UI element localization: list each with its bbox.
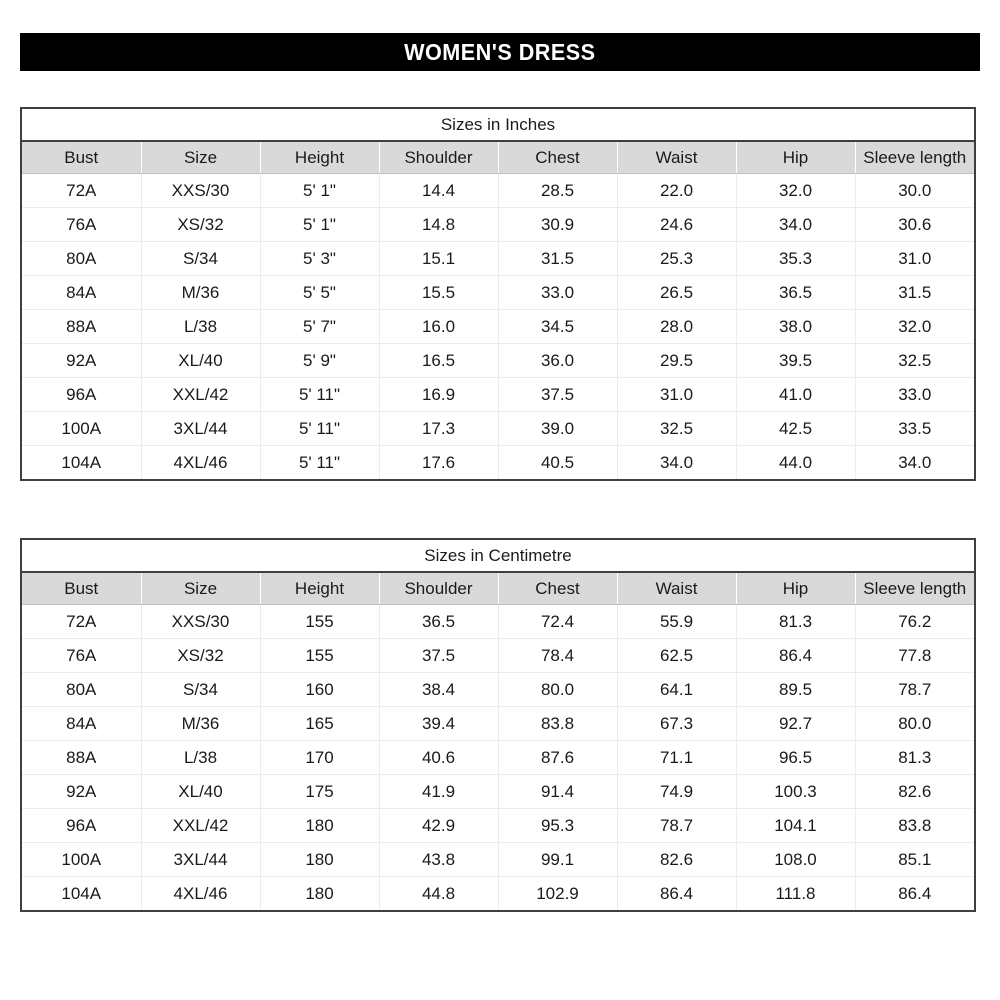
cell: 5' 1" — [260, 174, 379, 208]
cell: 96A — [22, 809, 141, 843]
cell: 88A — [22, 741, 141, 775]
cell: 180 — [260, 877, 379, 911]
cell: 84A — [22, 276, 141, 310]
column-header-waist: Waist — [617, 142, 736, 174]
page-title: WOMEN'S DRESS — [404, 38, 596, 65]
cell: 72A — [22, 605, 141, 639]
cell: M/36 — [141, 707, 260, 741]
cell: 102.9 — [498, 877, 617, 911]
cell: 81.3 — [736, 605, 855, 639]
cell: 77.8 — [855, 639, 974, 673]
cell: 41.0 — [736, 378, 855, 412]
cell: 84A — [22, 707, 141, 741]
column-header-height: Height — [260, 142, 379, 174]
column-header-height: Height — [260, 573, 379, 605]
centimetre-table-title: Sizes in Centimetre — [22, 540, 974, 573]
cell: 83.8 — [498, 707, 617, 741]
cell: 36.5 — [379, 605, 498, 639]
cell: 76A — [22, 639, 141, 673]
cell: 28.5 — [498, 174, 617, 208]
table-row — [22, 877, 974, 911]
cell: 80A — [22, 242, 141, 276]
cell: XL/40 — [141, 775, 260, 809]
cell: 76A — [22, 208, 141, 242]
cell: 104A — [22, 877, 141, 911]
cell: M/36 — [141, 276, 260, 310]
column-header-shoulder: Shoulder — [379, 573, 498, 605]
cell: 34.0 — [736, 208, 855, 242]
inches-header-row — [22, 142, 974, 174]
cell: 33.0 — [498, 276, 617, 310]
inches-table-body — [22, 174, 974, 480]
table-row — [22, 809, 974, 843]
cell: 80.0 — [498, 673, 617, 707]
cell: 100.3 — [736, 775, 855, 809]
cell: 35.3 — [736, 242, 855, 276]
centimetre-table — [20, 538, 976, 912]
centimetre-header-row — [22, 573, 974, 605]
cell: 85.1 — [855, 843, 974, 877]
table-row — [22, 843, 974, 877]
cell: 30.0 — [855, 174, 974, 208]
cell: 15.1 — [379, 242, 498, 276]
column-header-size: Size — [141, 142, 260, 174]
column-header-chest: Chest — [498, 142, 617, 174]
centimetre-size-grid — [22, 573, 974, 910]
column-header-shoulder: Shoulder — [379, 142, 498, 174]
cell: 37.5 — [379, 639, 498, 673]
cell: 43.8 — [379, 843, 498, 877]
inches-table — [20, 107, 976, 481]
cell: 5' 1" — [260, 208, 379, 242]
cell: 155 — [260, 605, 379, 639]
cell: 67.3 — [617, 707, 736, 741]
table-row — [22, 412, 974, 446]
cell: S/34 — [141, 673, 260, 707]
cell: 34.0 — [898, 452, 932, 472]
cell: 82.6 — [617, 843, 736, 877]
cell: 92A — [22, 344, 141, 378]
cell: 36.5 — [736, 276, 855, 310]
cell: 29.5 — [617, 344, 736, 378]
cell: 71.1 — [617, 741, 736, 775]
cell: 5' 11" — [260, 412, 379, 446]
cell: XXS/30 — [141, 174, 260, 208]
cell: 72A — [22, 174, 141, 208]
cell: 78.4 — [498, 639, 617, 673]
cell: 5' 9" — [260, 344, 379, 378]
inches-size-grid — [22, 142, 974, 479]
cell: 80A — [22, 673, 141, 707]
cell: 62.5 — [617, 639, 736, 673]
cell: 4XL/46 — [141, 446, 260, 480]
cell: 30.6 — [855, 208, 974, 242]
cell: 86.4 — [736, 639, 855, 673]
table-row — [22, 344, 974, 378]
cell: 180 — [260, 843, 379, 877]
cell: 30.9 — [498, 208, 617, 242]
cell: 32.5 — [617, 412, 736, 446]
cell: 28.0 — [617, 310, 736, 344]
centimetre-table-body — [22, 605, 974, 911]
cell: 83.8 — [855, 809, 974, 843]
column-header-size: Size — [141, 573, 260, 605]
cell: 14.4 — [379, 174, 498, 208]
cell: XXL/42 — [141, 378, 260, 412]
cell: S/34 — [141, 242, 260, 276]
table-row — [22, 775, 974, 809]
table-row — [22, 174, 974, 208]
table-row — [22, 707, 974, 741]
cell: XXL/42 — [141, 809, 260, 843]
cell: 34.5 — [498, 310, 617, 344]
cell: 26.5 — [617, 276, 736, 310]
cell: 55.9 — [617, 605, 736, 639]
cell: 89.5 — [736, 673, 855, 707]
cell: 165 — [260, 707, 379, 741]
cell: 4XL/46 — [141, 877, 260, 911]
cell: XL/40 — [141, 344, 260, 378]
cell: 36.0 — [498, 344, 617, 378]
cell: 86.4 — [898, 883, 932, 903]
cell: L/38 — [141, 741, 260, 775]
cell: 40.6 — [379, 741, 498, 775]
cell: 16.9 — [379, 378, 498, 412]
cell: 88A — [22, 310, 141, 344]
column-header-waist: Waist — [617, 573, 736, 605]
cell: 5' 11" — [260, 446, 379, 480]
cell: 5' 7" — [260, 310, 379, 344]
table-row — [22, 378, 974, 412]
cell: 31.0 — [617, 378, 736, 412]
cell: 31.5 — [855, 276, 974, 310]
cell: XXS/30 — [141, 605, 260, 639]
cell: 95.3 — [498, 809, 617, 843]
table-row — [22, 446, 974, 480]
cell: 104.1 — [736, 809, 855, 843]
table-row — [22, 208, 974, 242]
inches-table-title: Sizes in Inches — [22, 109, 974, 142]
cell: 74.9 — [617, 775, 736, 809]
cell: 15.5 — [379, 276, 498, 310]
cell: 155 — [260, 639, 379, 673]
cell: 39.4 — [379, 707, 498, 741]
title-banner — [20, 33, 980, 71]
cell: 72.4 — [498, 605, 617, 639]
cell: 38.4 — [379, 673, 498, 707]
cell: 17.6 — [379, 446, 498, 480]
cell: XS/32 — [141, 208, 260, 242]
cell: 87.6 — [498, 741, 617, 775]
column-header-chest: Chest — [498, 573, 617, 605]
cell: 81.3 — [855, 741, 974, 775]
cell: 78.7 — [617, 809, 736, 843]
cell: 92.7 — [736, 707, 855, 741]
cell: 80.0 — [855, 707, 974, 741]
table-row — [22, 310, 974, 344]
column-header-sleeve-length: Sleeve length — [855, 142, 974, 174]
column-header-bust: Bust — [22, 573, 141, 605]
cell: 38.0 — [736, 310, 855, 344]
cell: 5' 3" — [260, 242, 379, 276]
cell: 99.1 — [498, 843, 617, 877]
column-header-hip: Hip — [736, 573, 855, 605]
table-row — [22, 242, 974, 276]
cell: 160 — [260, 673, 379, 707]
table-row — [22, 673, 974, 707]
cell: 78.7 — [855, 673, 974, 707]
cell: 3XL/44 — [141, 843, 260, 877]
cell: 3XL/44 — [141, 412, 260, 446]
cell: 82.6 — [855, 775, 974, 809]
cell: XS/32 — [141, 639, 260, 673]
cell: 104A — [22, 446, 141, 480]
cell: 41.9 — [379, 775, 498, 809]
cell: 86.4 — [617, 877, 736, 911]
cell: 91.4 — [498, 775, 617, 809]
cell: 44.8 — [379, 877, 498, 911]
cell: 100A — [22, 412, 141, 446]
cell: 44.0 — [736, 446, 855, 480]
cell: 17.3 — [379, 412, 498, 446]
cell: 96A — [22, 378, 141, 412]
column-header-hip: Hip — [736, 142, 855, 174]
cell: 92A — [22, 775, 141, 809]
cell: 170 — [260, 741, 379, 775]
cell: 42.9 — [379, 809, 498, 843]
cell: 5' 5" — [260, 276, 379, 310]
column-header-bust: Bust — [22, 142, 141, 174]
cell: 32.5 — [855, 344, 974, 378]
cell: 96.5 — [736, 741, 855, 775]
cell: 32.0 — [736, 174, 855, 208]
table-row — [22, 276, 974, 310]
cell: 108.0 — [736, 843, 855, 877]
cell: 34.0 — [617, 446, 736, 480]
cell: 39.5 — [736, 344, 855, 378]
table-row — [22, 605, 974, 639]
cell: 42.5 — [736, 412, 855, 446]
column-header-sleeve-length: Sleeve length — [855, 573, 974, 605]
table-row — [22, 639, 974, 673]
cell: 100A — [22, 843, 141, 877]
cell: 25.3 — [617, 242, 736, 276]
cell: 76.2 — [855, 605, 974, 639]
cell: 33.0 — [855, 378, 974, 412]
cell: 37.5 — [498, 378, 617, 412]
cell: 33.5 — [855, 412, 974, 446]
cell: 24.6 — [617, 208, 736, 242]
table-row — [22, 741, 974, 775]
cell: 16.0 — [379, 310, 498, 344]
cell: 64.1 — [617, 673, 736, 707]
cell: 40.5 — [498, 446, 617, 480]
cell: L/38 — [141, 310, 260, 344]
cell: 111.8 — [736, 877, 855, 911]
cell: 39.0 — [498, 412, 617, 446]
cell: 32.0 — [855, 310, 974, 344]
cell: 22.0 — [617, 174, 736, 208]
cell: 31.0 — [855, 242, 974, 276]
cell: 14.8 — [379, 208, 498, 242]
cell: 175 — [260, 775, 379, 809]
cell: 16.5 — [379, 344, 498, 378]
cell: 180 — [260, 809, 379, 843]
cell: 31.5 — [498, 242, 617, 276]
cell: 5' 11" — [260, 378, 379, 412]
